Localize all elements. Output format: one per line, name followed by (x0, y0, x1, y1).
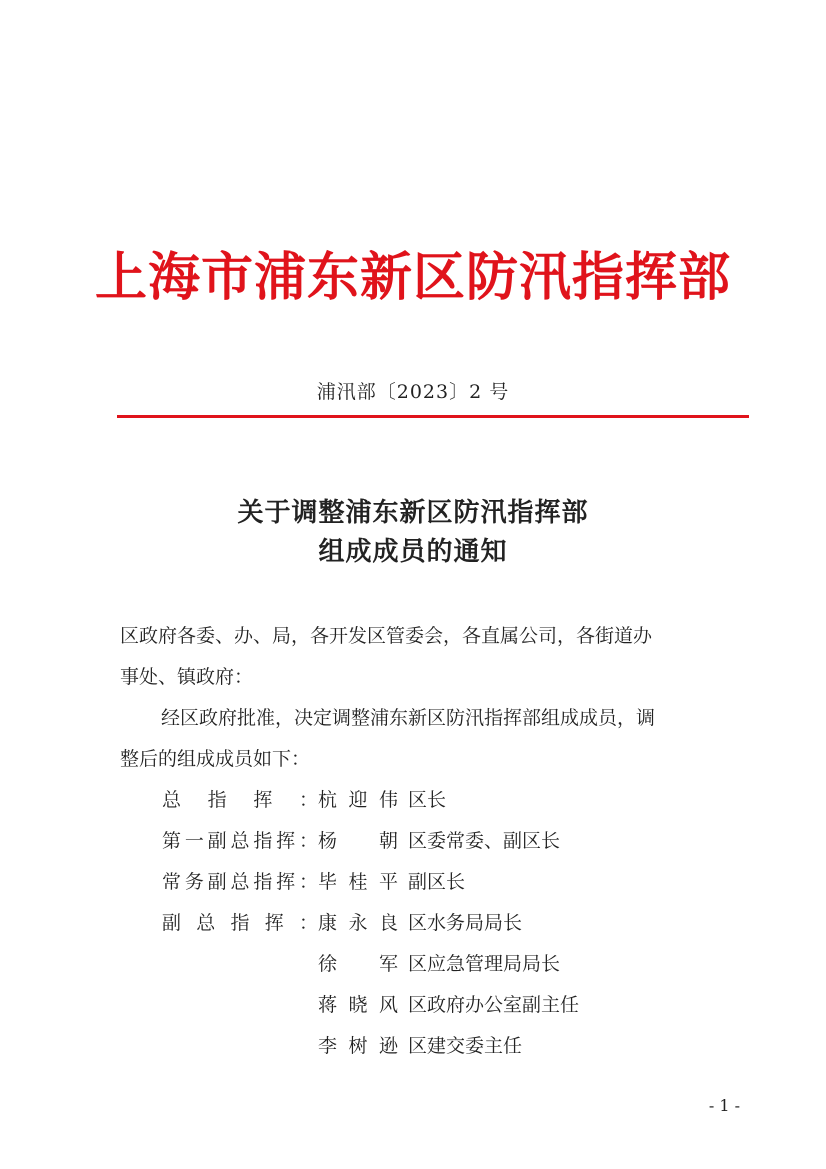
body-paragraph-line-1: 经区政府批准，决定调整浦东新区防汛指挥部组成成员，调 (161, 707, 656, 729)
page-number: - 1 - (708, 1096, 740, 1115)
member-name: 毕桂平 (318, 871, 398, 893)
salutation (120, 616, 740, 698)
member-role: 副总指挥： (162, 912, 318, 934)
document-title-line-2: 组成成员的通知 (318, 537, 508, 567)
red-divider-rule (117, 415, 749, 418)
member-name: 杭迎伟 (318, 789, 398, 811)
document-number: 浦汛部〔2023〕2 号 (316, 381, 510, 403)
member-title: 副区长 (408, 871, 466, 893)
member-title: 区长 (408, 789, 447, 811)
member-title: 区建交委主任 (408, 1035, 523, 1057)
member-name: 康永良 (318, 912, 398, 934)
member-role: 第一副总指挥： (162, 830, 318, 852)
member-name: 李树逊 (318, 1035, 398, 1057)
salutation-line-1: 区政府各委、办、局，各开发区管委会，各直属公司，各街道办 (120, 625, 653, 647)
member-title: 区委常委、副区长 (408, 830, 561, 852)
member-name: 杨朝 (318, 830, 398, 852)
member-role: 常务副总指挥： (162, 871, 318, 893)
body-paragraph (120, 698, 740, 780)
member-title: 区水务局局长 (408, 912, 523, 934)
member-title: 区应急管理局局长 (408, 953, 561, 975)
member-role: 总指挥： (162, 789, 318, 811)
masthead-org-name: 上海市浦东新区防汛指挥部 (94, 247, 731, 308)
document-title (0, 494, 826, 572)
member-name: 蒋晓风 (318, 994, 398, 1016)
salutation-line-2: 事处、镇政府： (120, 666, 254, 688)
body-paragraph-line-2: 整后的组成成员如下： (120, 748, 311, 770)
member-name: 徐军 (318, 953, 398, 975)
document-title-line-1: 关于调整浦东新区防汛指挥部 (237, 498, 589, 528)
member-title: 区政府办公室副主任 (408, 994, 580, 1016)
